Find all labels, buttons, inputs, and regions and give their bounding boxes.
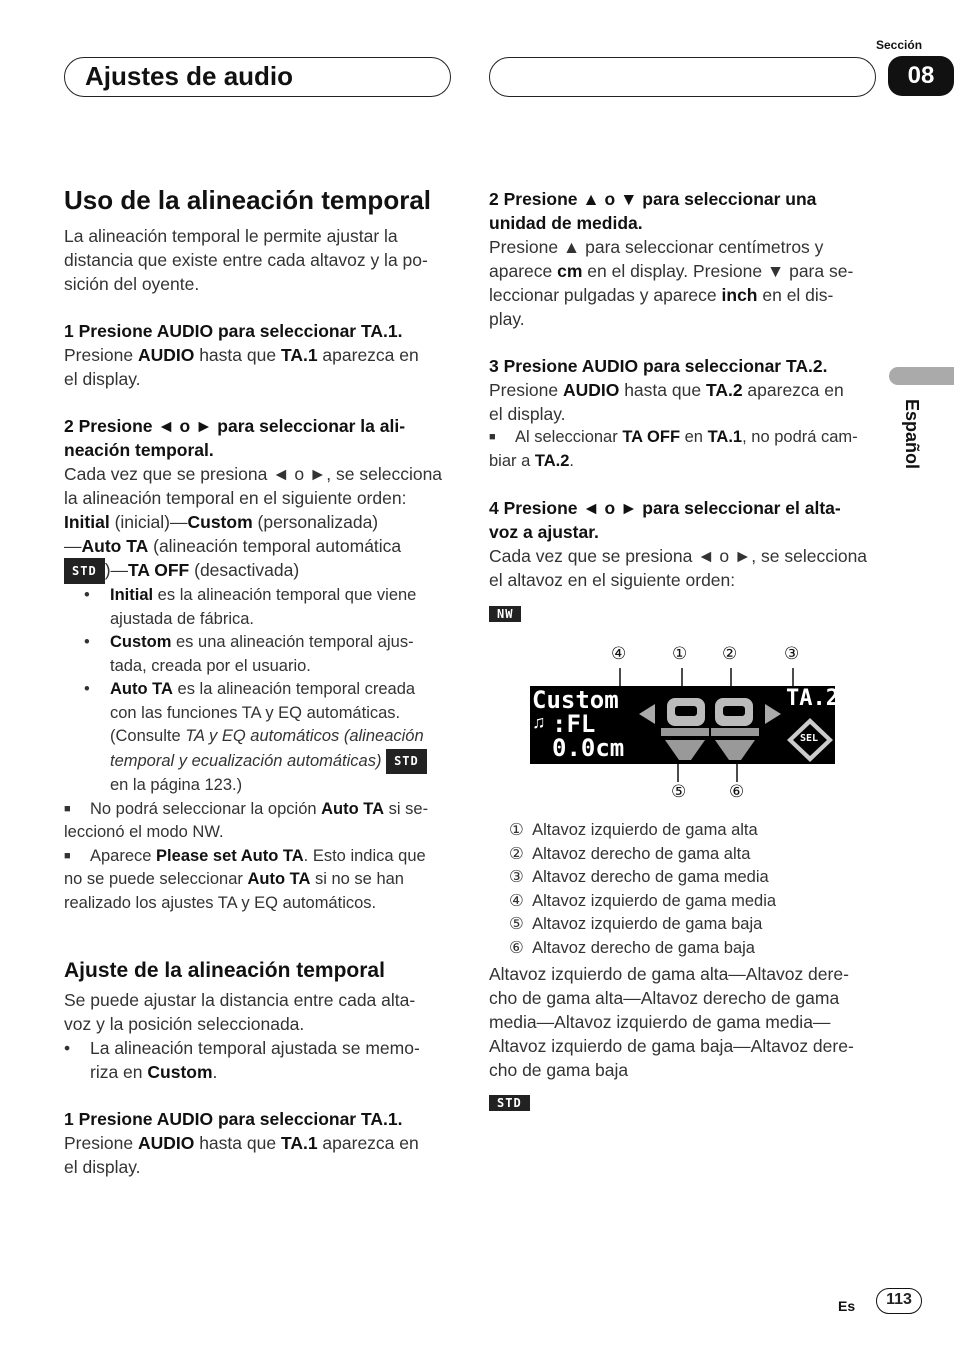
page-number: 113 <box>876 1288 922 1314</box>
std-badge-bottom: STD <box>489 1095 530 1111</box>
legend-item: ⑤ Altavoz izquierdo de gama baja <box>509 915 763 933</box>
legend-item: ④ Altavoz izquierdo de gama media <box>509 891 777 910</box>
r-step4-text: Cada vez que se presiona ◄ o ►, se selecciona el altavoz en el siguiente orden: <box>489 546 868 590</box>
speaker-legend <box>509 819 889 960</box>
speaker-layout-icon <box>635 692 785 762</box>
legend-item: ① Altavoz izquierdo de gama alta <box>509 821 758 839</box>
callout-1: ① <box>672 644 688 663</box>
r-step2-title: 2 Presione ▲ o ▼ para seleccionar una unidad de medida. <box>489 189 817 233</box>
note-item: ■ No podrá seleccionar la opción Auto TA si se- <box>64 799 429 818</box>
step1-title: 1 Presione AUDIO para seleccionar TA.1. <box>64 321 403 341</box>
step1b-text: Presione AUDIO hasta que TA.1 aparezca en el display. <box>64 1133 419 1178</box>
list-item: • Custom es una alineación temporal ajus- tada, creada por el usuario. <box>84 633 414 675</box>
callout-5: ⑤ <box>671 782 687 801</box>
heading-ajuste: Ajuste de la alineación temporal <box>64 959 385 983</box>
callout-3: ③ <box>784 644 800 663</box>
std-badge: STD <box>386 749 427 775</box>
intro-paragraph: La alineación temporal le permite ajustar la distancia que existe entre cada altavoz y la po- sición del oyente. <box>64 226 428 294</box>
r-step3-note: ■ Al seleccionar TA OFF en TA.1, no podrá cam- <box>489 428 858 446</box>
ajuste-bullet: • La alineación temporal ajustada se memo- riza en Custom. <box>64 1038 420 1083</box>
lcd-display <box>530 686 839 764</box>
notes: ■ No podrá seleccionar la opción Auto TA si se- leccionó el modo NW. ■ Aparece Please set Auto TA. Esto indica que no se puede seleccionar Auto TA si no se han realizado los ajustes TA y EQ automáticos. <box>64 798 456 916</box>
r-step3-title: 3 Presione AUDIO para seleccionar TA.2. <box>489 356 828 376</box>
legend-item: ⑥ Altavoz derecho de gama baja <box>509 938 755 957</box>
callout-2: ② <box>722 644 738 663</box>
side-tab <box>889 367 954 385</box>
lcd-line-fl: :FL <box>552 710 596 738</box>
list-item: • Initial es la alineación temporal que viene ajustada de fábrica. <box>84 586 417 628</box>
callout-6: ⑥ <box>729 782 745 801</box>
left-column <box>64 185 456 1179</box>
legend-item: ② Altavoz derecho de gama alta <box>509 844 751 863</box>
header-blank-pill <box>489 57 876 97</box>
mode-bullets <box>84 584 456 798</box>
header-title-pill <box>64 57 451 97</box>
callout-4: ④ <box>611 644 627 663</box>
r-step4-title: 4 Presione ◄ o ► para seleccionar el alta- voz a ajustar. <box>489 498 841 542</box>
lcd-ta-indicator: TA.2 <box>786 686 839 711</box>
footer-lang: Es <box>838 1298 856 1314</box>
r-step2-text: Presione ▲ para seleccionar centímetros y aparece cm en el display. Presione ▼ para se- leccionar pulgadas y aparece inch en el dis- play. <box>489 237 854 329</box>
list-item: • Auto TA es la alineación temporal creada con las funciones TA y EQ automáticas. (Consulte TA y EQ automáticos (alineación temporal y ecualización automáticas) STD en la página 123.) <box>84 678 456 798</box>
legend-item: ③ Altavoz derecho de gama media <box>509 868 769 886</box>
speaker-symbol-icon: ♫ <box>532 712 546 732</box>
heading-uso: Uso de la alineación temporal <box>64 185 431 215</box>
step2-title: 2 Presione ◄ o ► para seleccionar la ali- neación temporal. <box>64 416 406 460</box>
std-badge: STD <box>64 558 105 584</box>
step2-text: Cada vez que se presiona ◄ o ►, se selecciona la alineación temporal en el siguiente orden: Initial (inicial)—Custom (personalizada) —Auto TA (alineación temporal automática STD )—TA OFF (desactivada) <box>64 462 456 584</box>
section-number-badge: 08 <box>888 56 954 96</box>
lcd-sel-label: SEL <box>800 733 819 744</box>
side-language-label: Español <box>902 399 922 470</box>
section-label: Sección <box>876 38 923 52</box>
page-title: Ajustes de audio <box>85 61 294 91</box>
step1b-title: 1 Presione AUDIO para seleccionar TA.1. <box>64 1109 403 1130</box>
ajuste-intro: Se puede ajustar la distancia entre cada alta- voz y la posición seleccionada. <box>64 990 416 1035</box>
note-item: ■ Aparece Please set Auto TA. Esto indica que <box>64 846 426 865</box>
step1-text: Presione AUDIO hasta que TA.1 aparezca en el display. <box>64 345 419 389</box>
lcd-line-custom: Custom <box>532 686 619 714</box>
nw-badge: NW <box>489 606 521 622</box>
r-step3-text: Presione AUDIO hasta que TA.2 aparezca en el display. <box>489 380 844 424</box>
lcd-line-distance: 0.0cm <box>552 734 625 762</box>
right-column: 2 Presione ▲ o ▼ para seleccionar una unidad de medida. Presione ▲ para seleccionar centímetros y aparece cm en el display. Presione ▼ para se- leccionar pulgadas y aparece inch en el dis- play. 3 Presione AUDIO para seleccionar TA.2. Presione AUDIO hasta que TA.2 aparezca en el display. ■ Al seleccionar TA OFF en TA.1, no podrá cam- biar a TA.2. 4 Presione ◄ o ► para seleccionar el alta- voz a ajustar. Cada vez que se presiona ◄ o ►, se selecciona el altavoz en el siguiente orden: <box>489 187 881 592</box>
speaker-order-paragraph: Altavoz izquierdo de gama alta—Altavoz dere- cho de gama alta—Altavoz derecho de gama media—Altavoz izquierdo de gama media— Altavoz izquierdo de gama baja—Altavoz dere- cho de gama baja <box>489 964 854 1080</box>
